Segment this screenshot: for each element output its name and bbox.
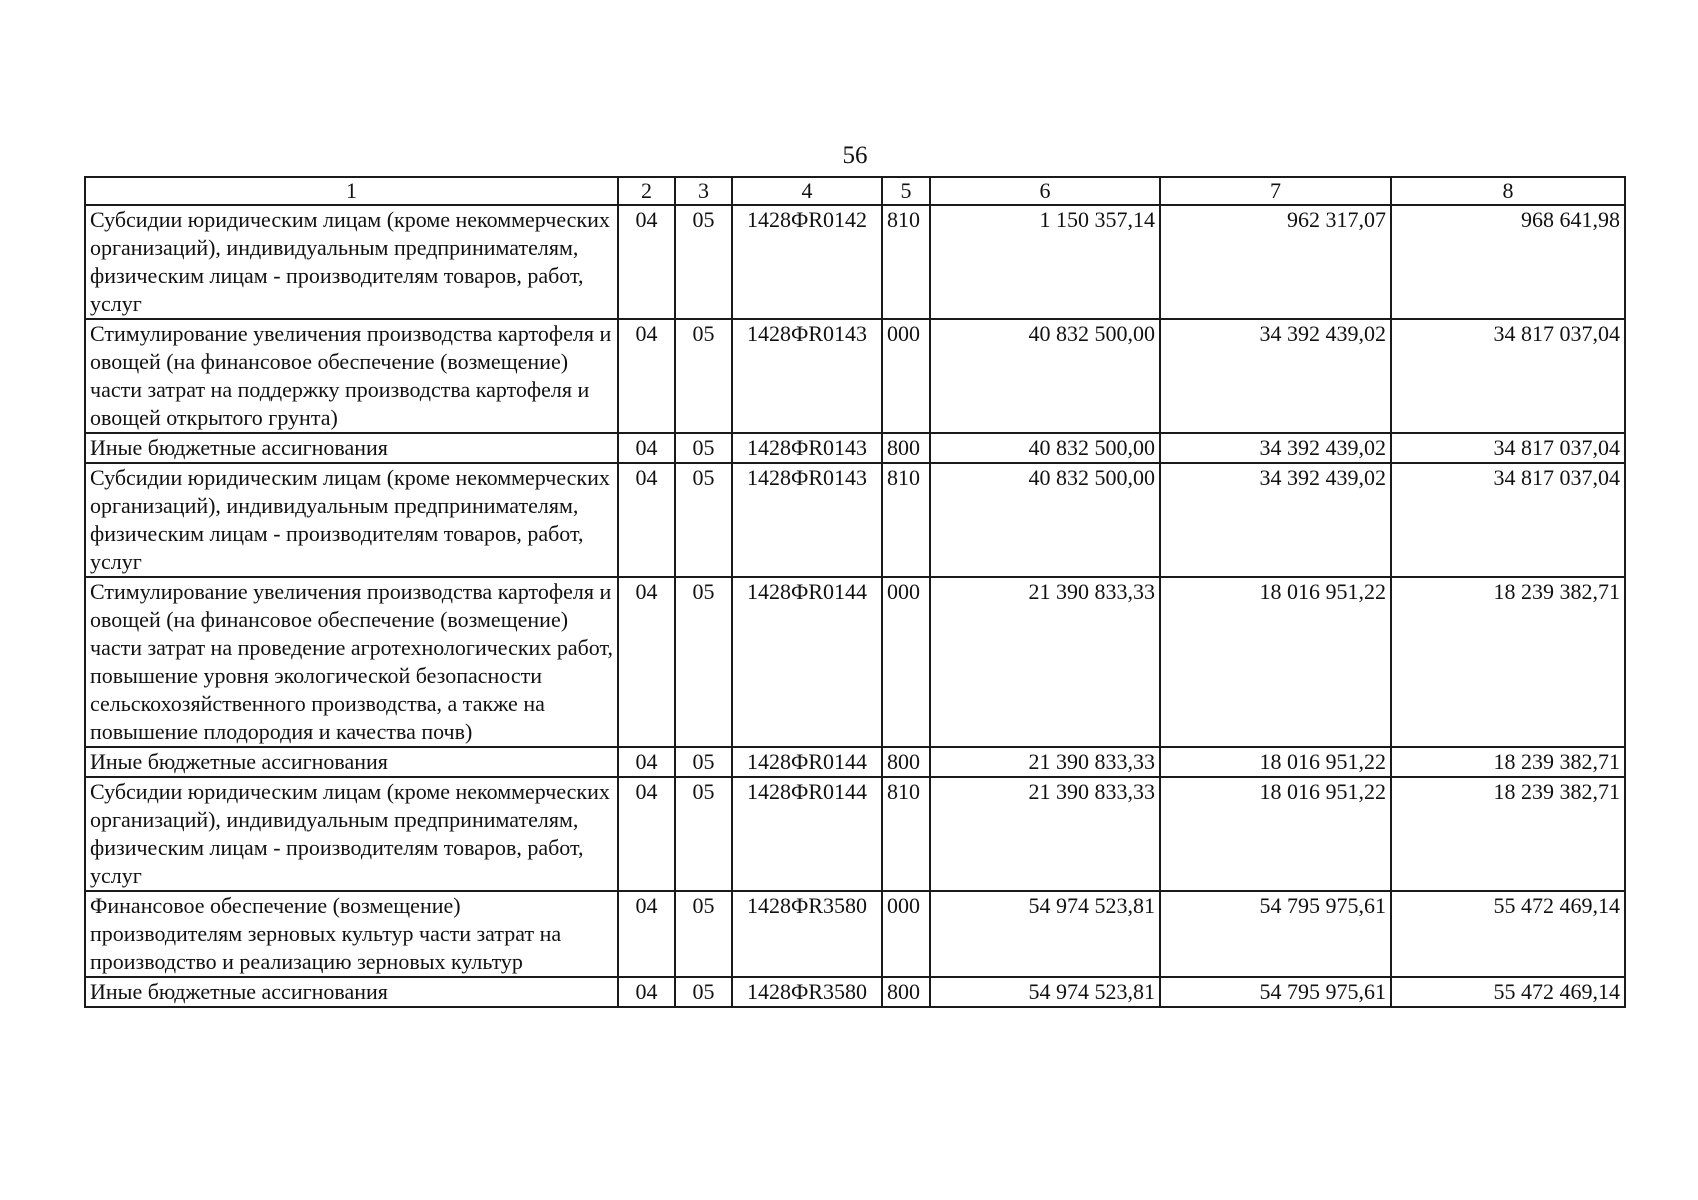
table-row — [85, 577, 1625, 747]
amount-year-3: 18 239 382,71 — [1391, 577, 1625, 747]
subsection-code: 05 — [675, 891, 732, 977]
item-name: Иные бюджетные ассигнования — [85, 747, 618, 777]
subsection-code: 05 — [675, 777, 732, 891]
item-name: Субсидии юридическим лицам (кроме некоммерческих организаций), индивидуальным предпринимателям, физическим лицам - производителям товаров, работ, услуг — [85, 205, 618, 319]
amount-year-2: 34 392 439,02 — [1160, 463, 1391, 577]
item-name: Стимулирование увеличения производства картофеля и овощей (на финансовое обеспечение (возмещение) части затрат на поддержку производства картофеля и овощей открытого грунта) — [85, 319, 618, 433]
header-cell-8: 8 — [1391, 177, 1625, 205]
amount-year-3: 55 472 469,14 — [1391, 977, 1625, 1007]
amount-year-2: 962 317,07 — [1160, 205, 1391, 319]
amount-year-1: 40 832 500,00 — [930, 319, 1160, 433]
section-code: 04 — [618, 777, 675, 891]
table-row — [85, 433, 1625, 463]
target-article-code: 1428ФR0142 — [732, 205, 882, 319]
expense-type-code: 800 — [882, 747, 930, 777]
item-name: Субсидии юридическим лицам (кроме некоммерческих организаций), индивидуальным предпринимателям, физическим лицам - производителям товаров, работ, услуг — [85, 463, 618, 577]
amount-year-3: 968 641,98 — [1391, 205, 1625, 319]
amount-year-1: 40 832 500,00 — [930, 433, 1160, 463]
expense-type-code: 800 — [882, 977, 930, 1007]
page-number: 56 — [842, 142, 868, 169]
amount-year-2: 54 795 975,61 — [1160, 977, 1391, 1007]
amount-year-1: 40 832 500,00 — [930, 463, 1160, 577]
table-body — [85, 177, 1625, 1007]
target-article-code: 1428ФR0143 — [732, 433, 882, 463]
header-cell-3: 3 — [675, 177, 732, 205]
item-name: Иные бюджетные ассигнования — [85, 433, 618, 463]
table-row — [85, 977, 1625, 1007]
item-name: Субсидии юридическим лицам (кроме некоммерческих организаций), индивидуальным предпринимателям, физическим лицам - производителям товаров, работ, услуг — [85, 777, 618, 891]
expense-type-code: 810 — [882, 777, 930, 891]
amount-year-2: 34 392 439,02 — [1160, 433, 1391, 463]
amount-year-3: 55 472 469,14 — [1391, 891, 1625, 977]
target-article-code: 1428ФR0144 — [732, 777, 882, 891]
table-row — [85, 205, 1625, 319]
expense-type-code: 000 — [882, 577, 930, 747]
amount-year-2: 18 016 951,22 — [1160, 747, 1391, 777]
section-code: 04 — [618, 205, 675, 319]
amount-year-2: 34 392 439,02 — [1160, 319, 1391, 433]
section-code: 04 — [618, 577, 675, 747]
item-name: Финансовое обеспечение (возмещение) производителям зерновых культур части затрат на производство и реализацию зерновых культур — [85, 891, 618, 977]
header-cell-6: 6 — [930, 177, 1160, 205]
table-row — [85, 777, 1625, 891]
subsection-code: 05 — [675, 433, 732, 463]
table-row — [85, 747, 1625, 777]
item-name: Иные бюджетные ассигнования — [85, 977, 618, 1007]
target-article-code: 1428ФR0144 — [732, 577, 882, 747]
target-article-code: 1428ФR0143 — [732, 463, 882, 577]
subsection-code: 05 — [675, 319, 732, 433]
target-article-code: 1428ФR3580 — [732, 891, 882, 977]
header-cell-2: 2 — [618, 177, 675, 205]
table-row — [85, 463, 1625, 577]
table-row — [85, 891, 1625, 977]
amount-year-2: 54 795 975,61 — [1160, 891, 1391, 977]
expense-type-code: 810 — [882, 205, 930, 319]
target-article-code: 1428ФR0144 — [732, 747, 882, 777]
section-code: 04 — [618, 747, 675, 777]
header-row — [85, 177, 1625, 205]
amount-year-3: 34 817 037,04 — [1391, 433, 1625, 463]
amount-year-3: 18 239 382,71 — [1391, 777, 1625, 891]
target-article-code: 1428ФR3580 — [732, 977, 882, 1007]
amount-year-3: 18 239 382,71 — [1391, 747, 1625, 777]
expense-type-code: 810 — [882, 463, 930, 577]
amount-year-2: 18 016 951,22 — [1160, 777, 1391, 891]
section-code: 04 — [618, 433, 675, 463]
amount-year-1: 21 390 833,33 — [930, 577, 1160, 747]
amount-year-2: 18 016 951,22 — [1160, 577, 1391, 747]
amount-year-1: 54 974 523,81 — [930, 891, 1160, 977]
expense-type-code: 800 — [882, 433, 930, 463]
target-article-code: 1428ФR0143 — [732, 319, 882, 433]
section-code: 04 — [618, 463, 675, 577]
amount-year-1: 21 390 833,33 — [930, 777, 1160, 891]
subsection-code: 05 — [675, 463, 732, 577]
expense-type-code: 000 — [882, 891, 930, 977]
subsection-code: 05 — [675, 577, 732, 747]
amount-year-1: 21 390 833,33 — [930, 747, 1160, 777]
subsection-code: 05 — [675, 747, 732, 777]
header-cell-4: 4 — [732, 177, 882, 205]
header-cell-5: 5 — [882, 177, 930, 205]
item-name: Стимулирование увеличения производства картофеля и овощей (на финансовое обеспечение (возмещение) части затрат на проведение агротехнологических работ, повышение уровня экологической безопасности сельскохозяйственного производства, а также на повышение плодородия и качества почв) — [85, 577, 618, 747]
budget-table — [84, 176, 1626, 1008]
header-cell-7: 7 — [1160, 177, 1391, 205]
section-code: 04 — [618, 319, 675, 433]
amount-year-1: 54 974 523,81 — [930, 977, 1160, 1007]
section-code: 04 — [618, 891, 675, 977]
subsection-code: 05 — [675, 205, 732, 319]
subsection-code: 05 — [675, 977, 732, 1007]
header-cell-1: 1 — [85, 177, 618, 205]
amount-year-3: 34 817 037,04 — [1391, 463, 1625, 577]
section-code: 04 — [618, 977, 675, 1007]
amount-year-1: 1 150 357,14 — [930, 205, 1160, 319]
expense-type-code: 000 — [882, 319, 930, 433]
table-row — [85, 319, 1625, 433]
amount-year-3: 34 817 037,04 — [1391, 319, 1625, 433]
